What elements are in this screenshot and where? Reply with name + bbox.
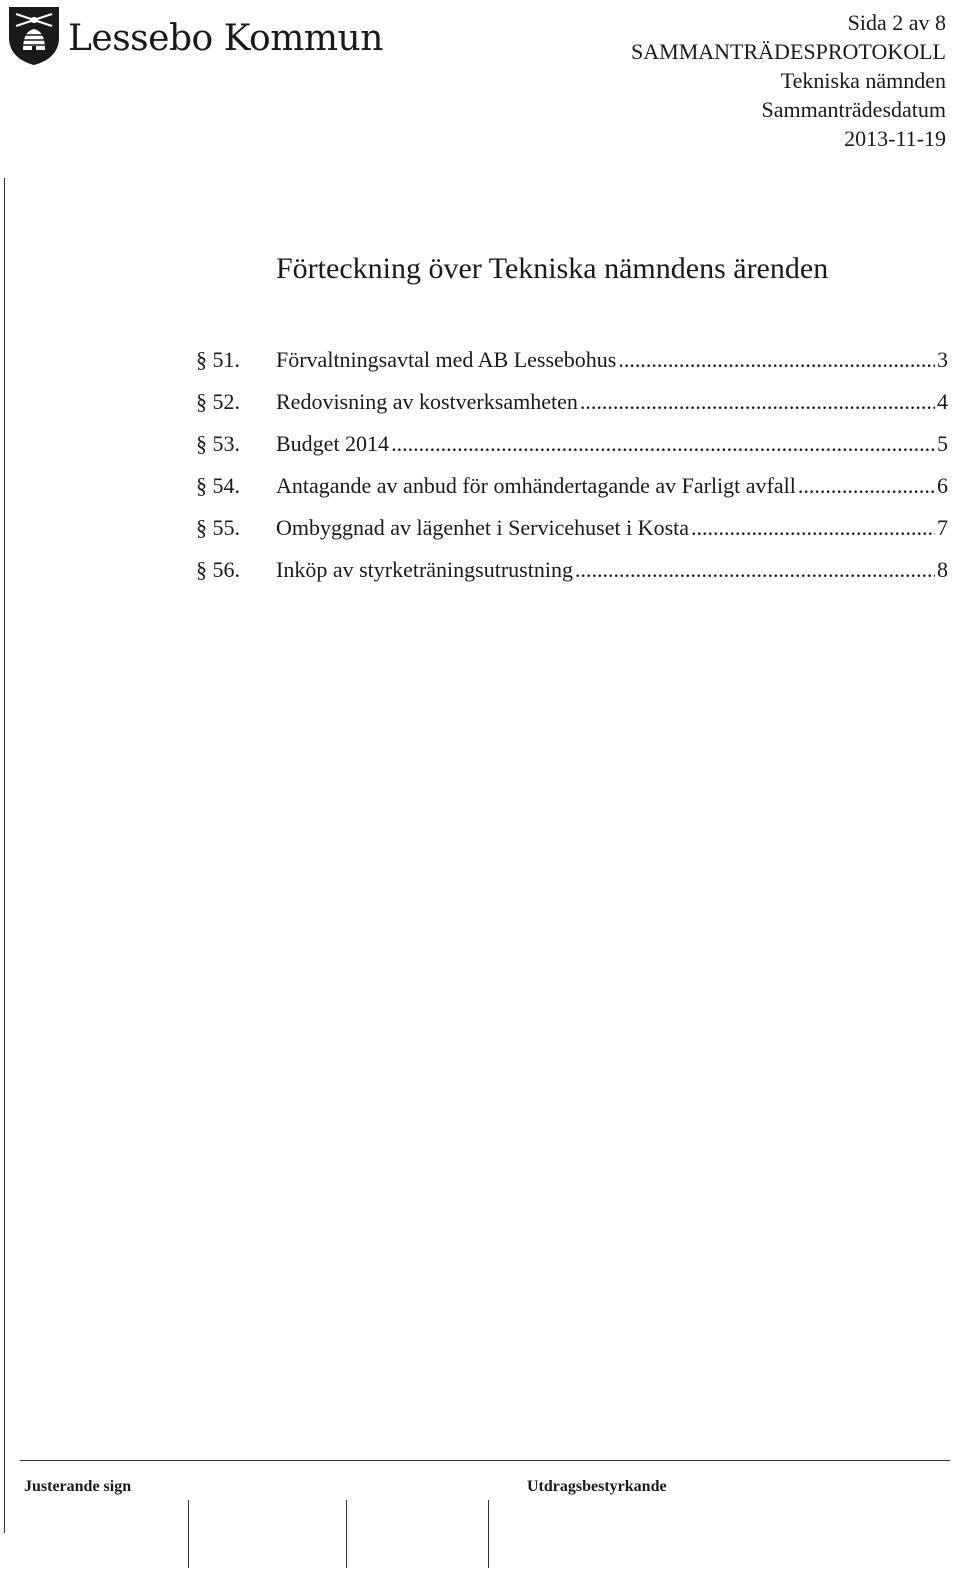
toc-item-number: § 54.: [196, 473, 240, 498]
municipality-logo: [6, 4, 383, 66]
toc-item-page: 3: [937, 347, 948, 372]
toc-item-number: § 53.: [196, 431, 240, 456]
signature-box-divider: [488, 1500, 489, 1568]
signature-label: Justerande sign: [24, 1478, 132, 1495]
toc-item-number: § 56.: [196, 557, 240, 582]
toc-item-title: Förvaltningsavtal med AB Lessebohus: [276, 347, 617, 372]
toc-item-title: Inköp av styrketräningsutrustning: [276, 557, 573, 582]
signature-box-divider: [346, 1500, 347, 1568]
toc-leader: [391, 428, 935, 460]
toc-item[interactable]: [196, 470, 948, 512]
toc-item-page: 6: [937, 473, 948, 498]
toc-item-title: Antagande av anbud för omhändertagande av Farligt avfall: [276, 473, 796, 498]
toc-item[interactable]: [196, 386, 948, 428]
document-type: SAMMANTRÄDESPROTOKOLL: [631, 39, 946, 64]
toc-item-page: 7: [937, 515, 948, 540]
footer-rule: [20, 1460, 950, 1461]
table-of-contents: [196, 344, 948, 596]
extract-certification-label: Utdragsbestyrkande: [527, 1478, 667, 1495]
page-title: Förteckning över Tekniska nämndens ärenden: [276, 252, 829, 285]
toc-leader: [691, 512, 935, 544]
toc-leader: [580, 386, 935, 418]
left-margin-rule: [4, 178, 5, 1533]
toc-item[interactable]: [196, 428, 948, 470]
toc-item-number: § 51.: [196, 347, 240, 372]
toc-leader: [798, 470, 935, 502]
toc-item-number: § 55.: [196, 515, 240, 540]
page-indicator: Sida 2 av 8: [847, 10, 946, 35]
toc-item-title: Redovisning av kostverksamheten: [276, 389, 578, 414]
toc-item-page: 4: [937, 389, 948, 414]
meeting-date-label: Sammanträdesdatum: [761, 97, 946, 122]
coat-of-arms-icon: [6, 4, 62, 66]
toc-item[interactable]: [196, 554, 948, 596]
toc-item-title: Ombyggnad av lägenhet i Servicehuset i Kosta: [276, 515, 690, 540]
toc-item[interactable]: [196, 344, 948, 386]
signature-box-divider: [188, 1500, 189, 1568]
document-header: [631, 8, 946, 153]
toc-item-title: Budget 2014: [276, 431, 390, 456]
meeting-date: 2013-11-19: [844, 126, 946, 151]
toc-item-page: 8: [937, 557, 948, 582]
logo-wordmark: Lessebo Kommun: [68, 17, 383, 59]
toc-leader: [575, 554, 935, 586]
toc-item-page: 5: [937, 431, 948, 456]
committee-name: Tekniska nämnden: [780, 68, 946, 93]
toc-leader: [618, 344, 935, 376]
toc-item[interactable]: [196, 512, 948, 554]
toc-item-number: § 52.: [196, 389, 240, 414]
